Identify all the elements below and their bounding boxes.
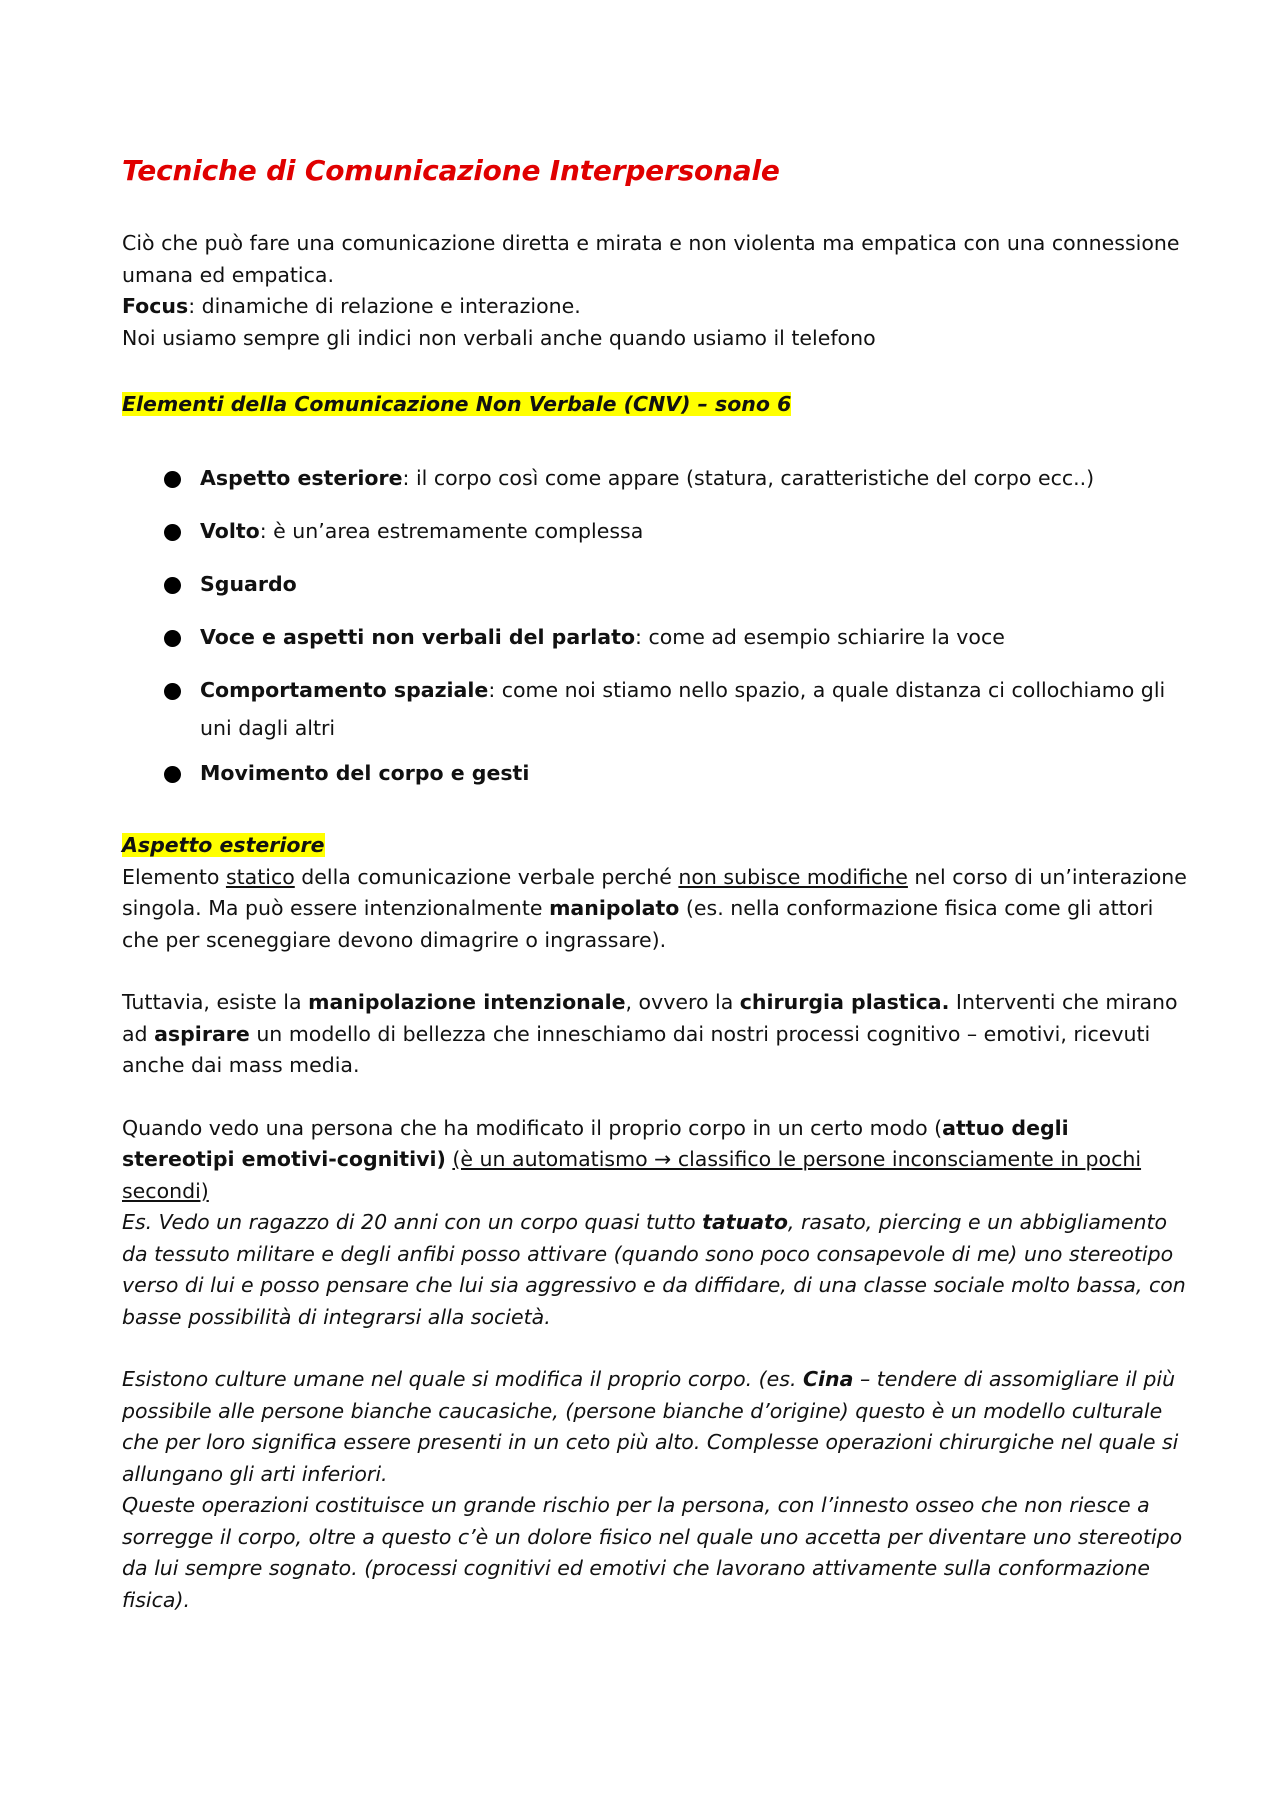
aspetto-example-paragraph: Es. Vedo un ragazzo di 20 anni con un corpo quasi tutto tatuato, rasato, piercing e un abbigliamento da tessuto militare e degli anfibi posso attivare (quando sono poco consapevole di me) uno stereotipo verso di lui e posso pensare che lui sia aggressivo e da diffidare, di una classe sociale molto bassa, con basse possibilità di integrarsi alla società. <box>122 1210 1186 1329</box>
bullet-term: Comportamento spaziale <box>200 678 489 702</box>
bullet-desc: : come ad esempio schiarire la voce <box>635 625 1005 649</box>
list-item <box>122 618 1202 656</box>
bullet-term: Voce e aspetti non verbali del parlato <box>200 625 636 649</box>
bullet-term: Movimento del corpo e gesti <box>200 761 530 785</box>
bullet-term: Volto <box>200 519 260 543</box>
aspetto-paragraph-1: Elemento statico della comunicazione verbale perché non subisce modifiche nel corso di un’interazione singola. Ma può essere intenzionalmente manipolato (es. nella conformazione fisica come gli attori che per sceneggiare devono dimagrire o ingrassare). <box>122 864 1187 952</box>
focus-text: : dinamiche di relazione e interazione. <box>188 294 581 318</box>
cnv-heading: Elementi della Comunicazione Non Verbale (CNV) – sono 6 <box>122 392 792 416</box>
aspetto-paragraph-3: Quando vedo una persona che ha modificato il proprio corpo in un certo modo (attuo degli stereotipi emotivi-cognitivi) (è un automatismo → classifico le persone inconsciamente in pochi secondi) <box>122 1115 1142 1203</box>
bullet-dot-icon <box>164 471 181 488</box>
bullet-dot-icon <box>164 630 181 647</box>
intro-line-1: Ciò che può fare una comunicazione diretta e mirata e non violenta ma empatica con una connessione umana ed empatica. <box>122 231 1180 287</box>
bullet-dot-icon <box>164 766 181 783</box>
aspetto-paragraph-2: Tuttavia, esiste la manipolazione intenzionale, ovvero la chirurgia plastica. Interventi che mirano ad aspirare un modello di bellezza che inneschiamo dai nostri processi cognitivo – emotivi, ricevuti anche dai mass media. <box>122 990 1178 1077</box>
bullet-dot-icon <box>164 524 181 541</box>
bullet-desc: : come noi stiamo nello spazio, a quale distanza ci collochiamo gli uni dagli altri <box>200 678 1166 740</box>
document-title: Tecniche di Comunicazione Interpersonale <box>122 154 780 187</box>
aspetto-section <box>122 830 1187 1616</box>
aspetto-heading: Aspetto esteriore <box>122 833 325 857</box>
bullet-dot-icon <box>164 683 181 700</box>
bullet-desc: : il corpo così come appare (statura, caratteristiche del corpo ecc..) <box>402 466 1095 490</box>
bullet-term: Aspetto esteriore <box>200 466 403 490</box>
bullet-desc: : è un’area estremamente complessa <box>259 519 644 543</box>
cnv-heading-row <box>122 389 1187 421</box>
intro-focus-line <box>122 291 1187 323</box>
list-item <box>122 754 1202 792</box>
aspetto-risk-paragraph: Queste operazioni costituisce un grande rischio per la persona, con l’innesto osseo che non riesce a sorregge il corpo, oltre a questo c’è un dolore fisico nel quale uno accetta per diventare uno stereotipo da lui sempre sognato. (processi cognitivi ed emotivi che lavorano attivamente sulla conformazione fisica). <box>122 1493 1183 1612</box>
aspetto-culture-paragraph: Esistono culture umane nel quale si modifica il proprio corpo. (es. Cina – tendere di assomigliare il più possibile alle persone bianche caucasiche, (persone bianche d’origine) questo è un modello culturale che per loro significa essere presenti in un ceto più alto. Complesse operazioni chirurgiche nel quale si allungano gli arti inferiori. <box>122 1367 1179 1486</box>
focus-label: Focus <box>122 294 189 318</box>
list-item <box>122 512 1202 550</box>
list-item <box>122 459 1202 497</box>
bullet-dot-icon <box>164 577 181 594</box>
bullet-term: Sguardo <box>200 572 297 596</box>
list-item <box>122 565 1202 603</box>
cnv-bullet-list <box>122 459 1202 792</box>
list-item <box>122 671 1202 747</box>
intro-line-3: Noi usiamo sempre gli indici non verbali anche quando usiamo il telefono <box>122 325 876 350</box>
intro-section <box>122 228 1187 354</box>
